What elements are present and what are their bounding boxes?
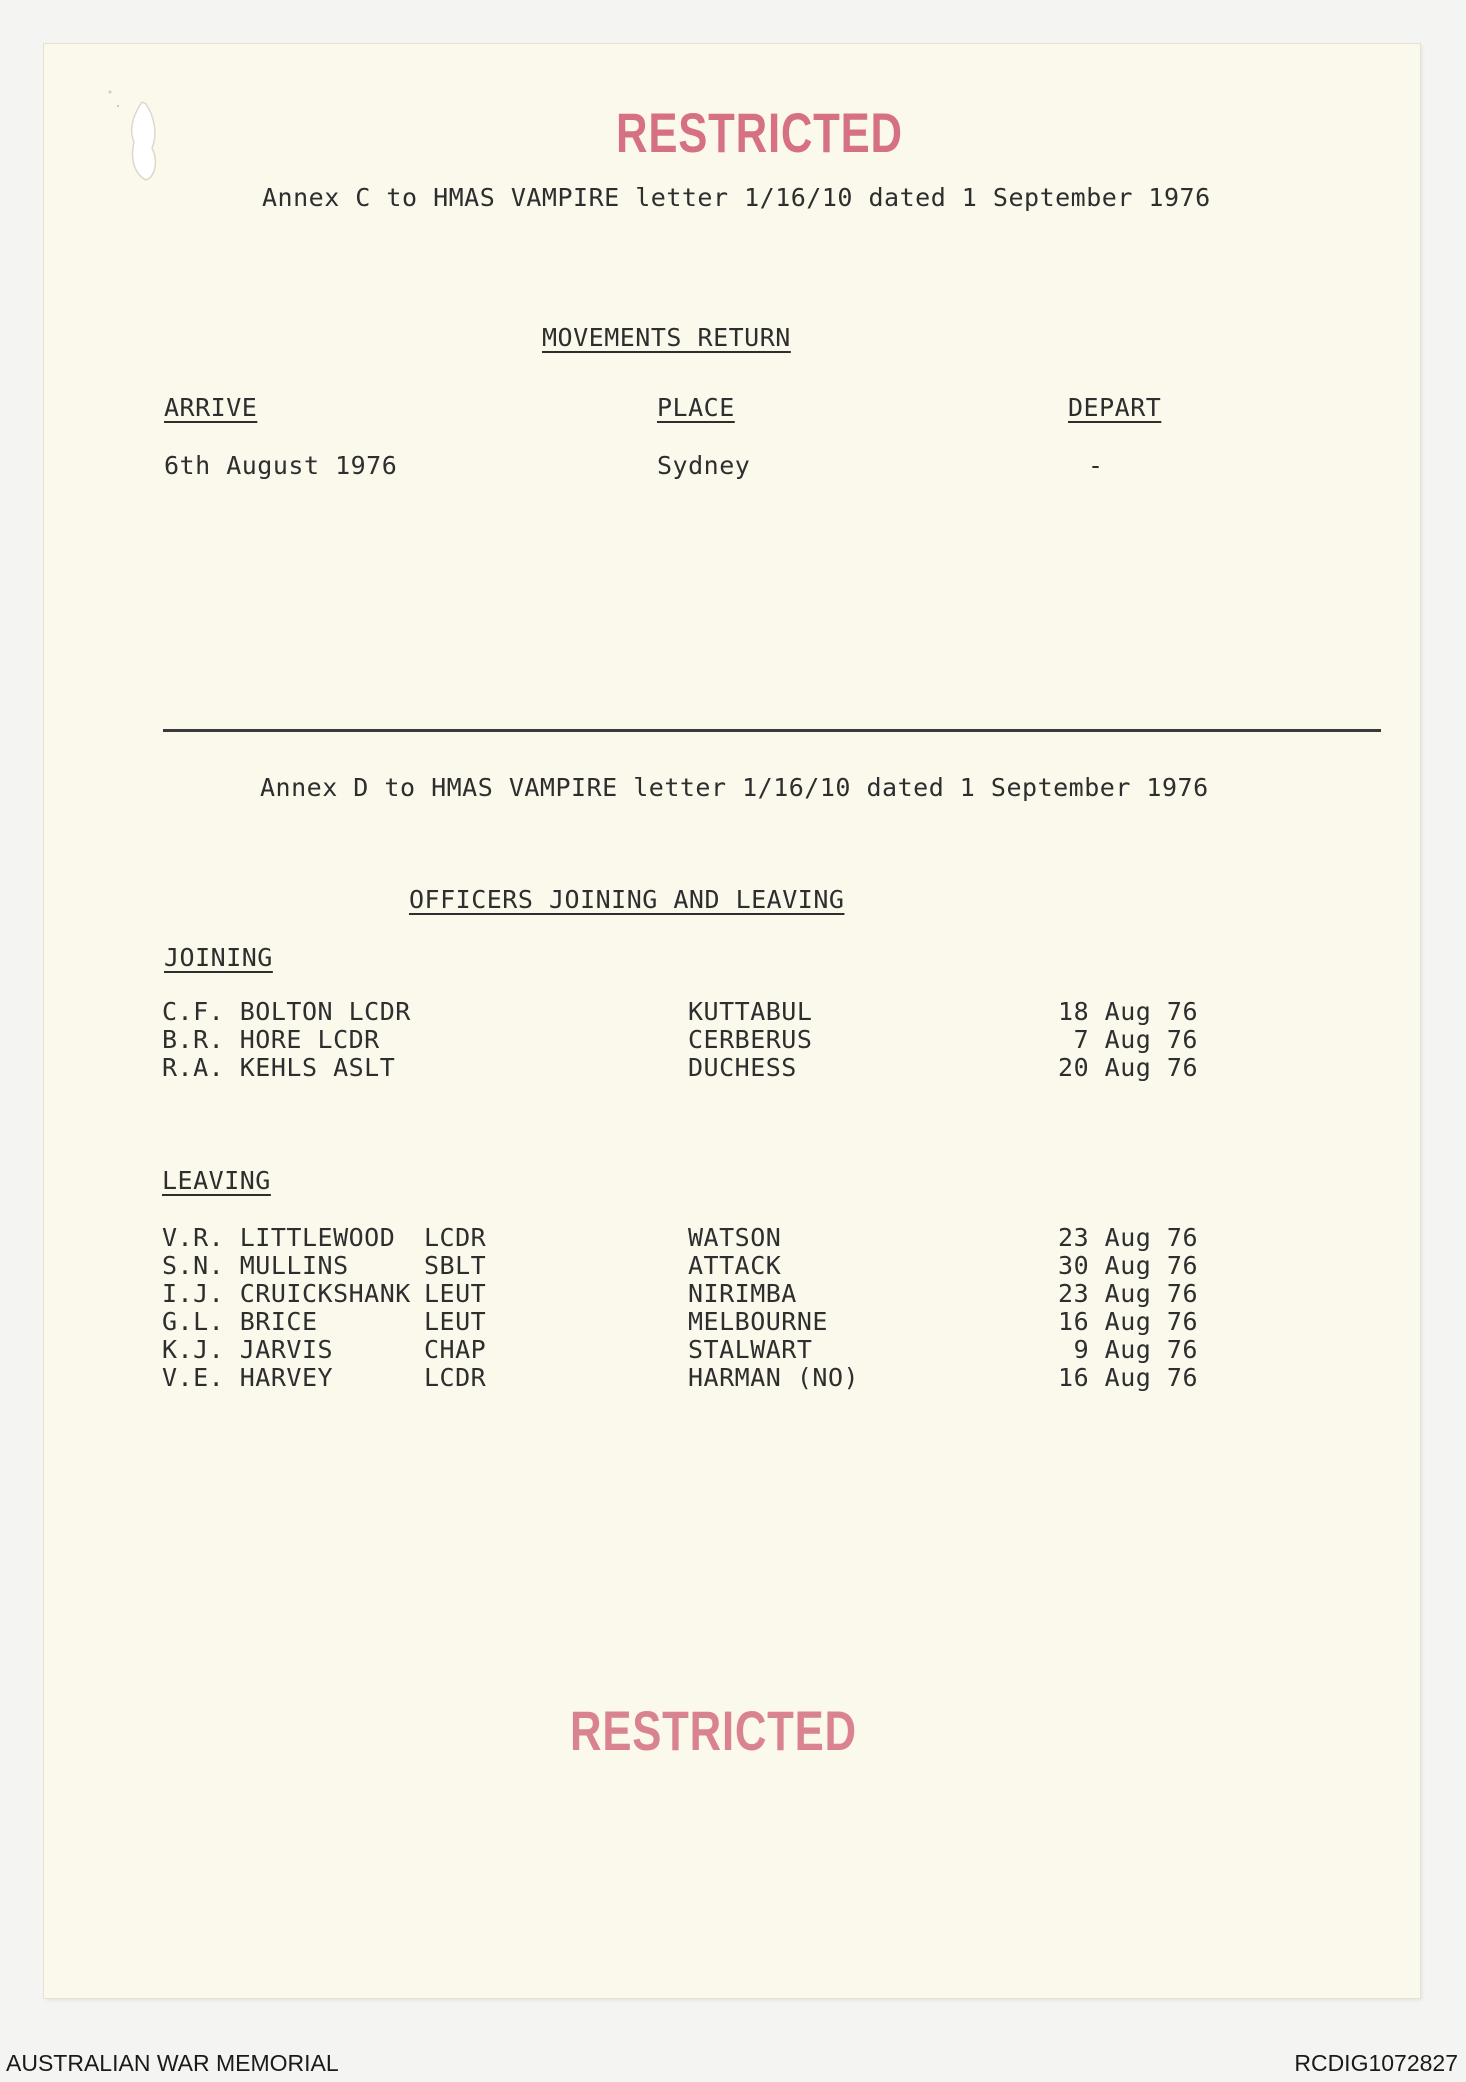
leaving-officer-name: V.E. HARVEY	[162, 1363, 334, 1392]
leaving-officer-date: 23 Aug 76	[1058, 1223, 1198, 1252]
leaving-officer-date: 30 Aug 76	[1058, 1251, 1198, 1280]
place-column-header: PLACE	[657, 393, 735, 422]
section-divider	[163, 729, 1381, 732]
leaving-officer-name: S.N. MULLINS	[162, 1251, 349, 1280]
leaving-officer-name: G.L. BRICE	[162, 1307, 318, 1336]
leaving-officer-date: 9 Aug 76	[1073, 1335, 1198, 1364]
joining-officer-ship: KUTTABUL	[688, 997, 813, 1026]
annex-c-heading: Annex C to HMAS VAMPIRE letter 1/16/10 dated 1 September 1976	[262, 183, 1211, 212]
depart-value: -	[1088, 451, 1104, 480]
leaving-officer-rank: LCDR	[424, 1363, 487, 1392]
joining-officer-date: 7 Aug 76	[1073, 1025, 1198, 1054]
leaving-officer-rank: SBLT	[424, 1251, 487, 1280]
leaving-officer-ship: HARMAN (NO)	[688, 1363, 860, 1392]
footer-archive-name: AUSTRALIAN WAR MEMORIAL	[6, 2050, 339, 2076]
leaving-officer-rank: LCDR	[424, 1223, 487, 1252]
leaving-officer-date: 23 Aug 76	[1058, 1279, 1198, 1308]
place-value: Sydney	[657, 451, 751, 480]
joining-officer-date: 18 Aug 76	[1058, 997, 1198, 1026]
depart-column-header: DEPART	[1068, 393, 1162, 422]
officers-joining-leaving-title: OFFICERS JOINING AND LEAVING	[409, 885, 845, 914]
leaving-officer-name: V.R. LITTLEWOOD	[162, 1223, 396, 1252]
leaving-officer-date: 16 Aug 76	[1058, 1363, 1198, 1392]
leaving-officer-rank: LEUT	[424, 1279, 487, 1308]
joining-officer-name: B.R. HORE LCDR	[162, 1025, 380, 1054]
joining-label: JOINING	[164, 943, 273, 972]
leaving-officer-name: I.J. CRUICKSHANK	[162, 1279, 411, 1308]
joining-officer-name: C.F. BOLTON LCDR	[162, 997, 411, 1026]
leaving-officer-ship: WATSON	[688, 1223, 782, 1252]
leaving-officer-rank: CHAP	[424, 1335, 487, 1364]
restricted-stamp-bottom: RESTRICTED	[570, 1699, 857, 1762]
joining-officer-ship: CERBERUS	[688, 1025, 813, 1054]
leaving-officer-ship: NIRIMBA	[688, 1279, 797, 1308]
joining-officer-ship: DUCHESS	[688, 1053, 797, 1082]
leaving-officer-ship: MELBOURNE	[688, 1307, 828, 1336]
arrive-value: 6th August 1976	[164, 451, 398, 480]
footer-record-id: RCDIG1072827	[1294, 2050, 1458, 2076]
arrive-column-header: ARRIVE	[164, 393, 258, 422]
leaving-label: LEAVING	[162, 1166, 271, 1195]
joining-officer-date: 20 Aug 76	[1058, 1053, 1198, 1082]
leaving-officer-rank: LEUT	[424, 1307, 487, 1336]
leaving-officer-ship: ATTACK	[688, 1251, 782, 1280]
annex-d-heading: Annex D to HMAS VAMPIRE letter 1/16/10 dated 1 September 1976	[260, 773, 1209, 802]
leaving-officer-ship: STALWART	[688, 1335, 813, 1364]
leaving-officer-date: 16 Aug 76	[1058, 1307, 1198, 1336]
joining-officer-name: R.A. KEHLS ASLT	[162, 1053, 396, 1082]
restricted-stamp-top: RESTRICTED	[616, 101, 903, 164]
punch-hole-mark	[100, 62, 176, 202]
leaving-officer-name: K.J. JARVIS	[162, 1335, 334, 1364]
movements-return-title: MOVEMENTS RETURN	[542, 323, 791, 352]
